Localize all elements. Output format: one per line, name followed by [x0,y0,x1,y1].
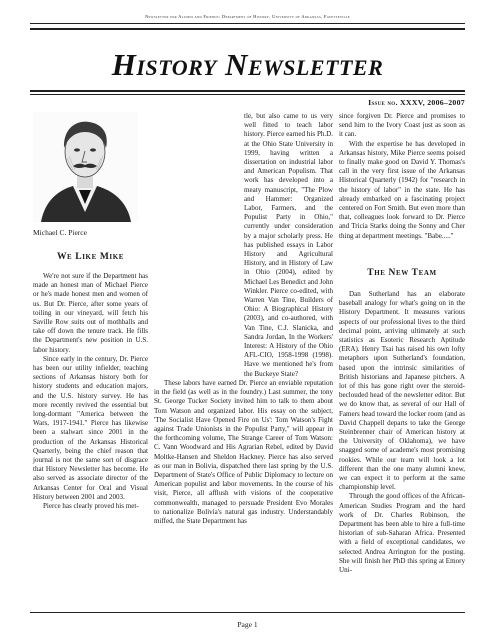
article-title-the-new-team: The New Team [367,268,437,278]
paragraph: With the expertise he has developed in Arkansas history, Mike Pierce seems poised to finally make good on David Y. Thomas's call in the very first issue of the Arkansas Historical Quarterly (1942) for "research in the history of labor" in the state. He has already embarked on a fascinating project centered on Fort Smith. But even more than that, colleagues look forward to Dr. Pierce and Tricia Starks doing the Sonny and Cher thing at department meetings. "Babe....." [339,139,465,240]
portrait-illustration [33,112,138,222]
masthead-title: History Newsletter [111,47,384,82]
portrait-image [33,112,138,222]
portrait-caption: Michael C. Pierce [33,228,87,237]
masthead-rule-thick [30,90,465,92]
article1-column3 [339,112,465,241]
article1-column2 [154,112,333,526]
masthead-rule-thin [30,94,465,95]
top-rule-thick [30,28,465,30]
paragraph: We're not sure if the Department has made an honest man of Michael Pierce or he's made honest men and women of us. But Dr. Pierce, after some years of toiling in our vineyard, will fetch his Saville Row suits out of mothballs and take off down the tenure track. He fills the Department's new position in U.S. labor history. [33,272,148,354]
top-rule-thin [30,23,465,24]
paragraph: Through the good offices of the African-American Studies Program and the hard work of Dr. Charles Robinson, the Department has been able to hire a full-time historian of sub-Saharan Africa. Presented with a field of exceptional candidates, we selected Andrea Arrington for the posting. She will finish her PhD this spring at Emory Uni- [339,492,465,575]
paragraph: since forgiven Dr. Pierce and promises to send him to the Ivory Coast just as soon as it can. [339,112,465,139]
paragraph: These labors have earned Dr. Pierce an enviable reputation in the field (as well as in the foundry.) Last summer, the tony St. George Tucker Society invited him to talk to them about Tom Watson and organized labor. His essay on the subject, 'The Socialist Have Opened Fire on Us': Tom Watson's Fight against Trade Unionists in the Populist Party," will appear in the forthcoming volume, The Strange Career of Tom Watson: C. Vann Woodward and His Agrarian Rebel, edited by David Moltke-Hansen and Sheldon Hackney. Pierce has also served as our man in Bolivia, dispatched there last spring by the U.S. Department of State's Office of Public Diplomacy to lecture on American populist and labor movements. In the course of his visit, Pierce, all afflush with visions of the cooperative commonwealth, managed to persuade President Evo Morales to nationalize Bolivia's natural gas industry. Understandably miffed, the State Department has [154,378,333,525]
article2-column3 [339,290,465,575]
institution-header: Newsletter for Alumni and Friends: Department of History, University of Arkansas, Fayetteville [144,14,351,19]
article1-column1 [33,272,148,511]
page-number: Page 1 [237,620,258,629]
paragraph: tle, but also came to us very well fitted to teach labor history. Pierce earned his Ph.D. at the Ohio State University in 1999, having written a dissertation on industrial labor and American Populism. That work has developed into a meaty manuscript, "The Plow and Hammer: Organized Labor, Farmers, and the Populist Party in Ohio," currently under consideration by a major scholarly press. He has published essays in Labor History and Agricultural History, and in History of Law in Ohio (2004), edited by Michael Les Benedict and John Winkler. Pierce co-edited, with Warren Van Tine, Builders of Ohio: A Biographical History (2003), and co-authored, with Van Tine, C.J. Slanicka, and Sandra Jordan, In the Workers' Interest: A History of the Ohio AFL-CIO, 1958-1998 (1998). Have we mentioned he's from the Buckeye State? [244,112,333,378]
paragraph: Since early in the century, Dr. Pierce has been our utility infielder, teaching sections of Arkansas history both for history students and education majors, and the U.S. history survey. He has more recently revived the essential but long-dormant "America between the Wars, 1917-1941." Pierce has likewise been a stalwart since 2001 in the production of the Arkansas Historical Quarterly, being the chief reason that journal is not the same sort of disgrace that History Newsletter has become. He also served as associate director of the Arkansas Center for Oral and Visual History between 2001 and 2003. [33,354,148,501]
issue-label: Issue no. XXXV, 2006–2007 [368,98,465,107]
footer-rule [30,612,465,613]
paragraph: Dan Sutherland has an elaborate baseball analogy for what's going on in the History Department. It measures various aspects of our professional lives to the third decimal point, arriving ultimately at such statistics as Esoteric Research Aptitude (ERA). Henry Tsai has raised his own lofty metaphors upon Sutherland's foundation, based upon the intrinsic similarities of British historians and Japanese pitchers. A lot of this has gone right over the steroid-beclouded head of the newsletter editor. But we do know that, as several of our Hall of Famers head toward the locker room (and as David Chappell departs to take the George Steinbrenner chair of American history at the University of Oklahoma), we have snagged some of academe's most promising rookies. While our team will look a lot different than the one many alumni knew, we can expect it to perform at the same championship level. [339,290,465,492]
article-title-we-like-mike: We Like Mike [56,252,125,262]
paragraph: Pierce has clearly proved his met- [43,502,139,511]
